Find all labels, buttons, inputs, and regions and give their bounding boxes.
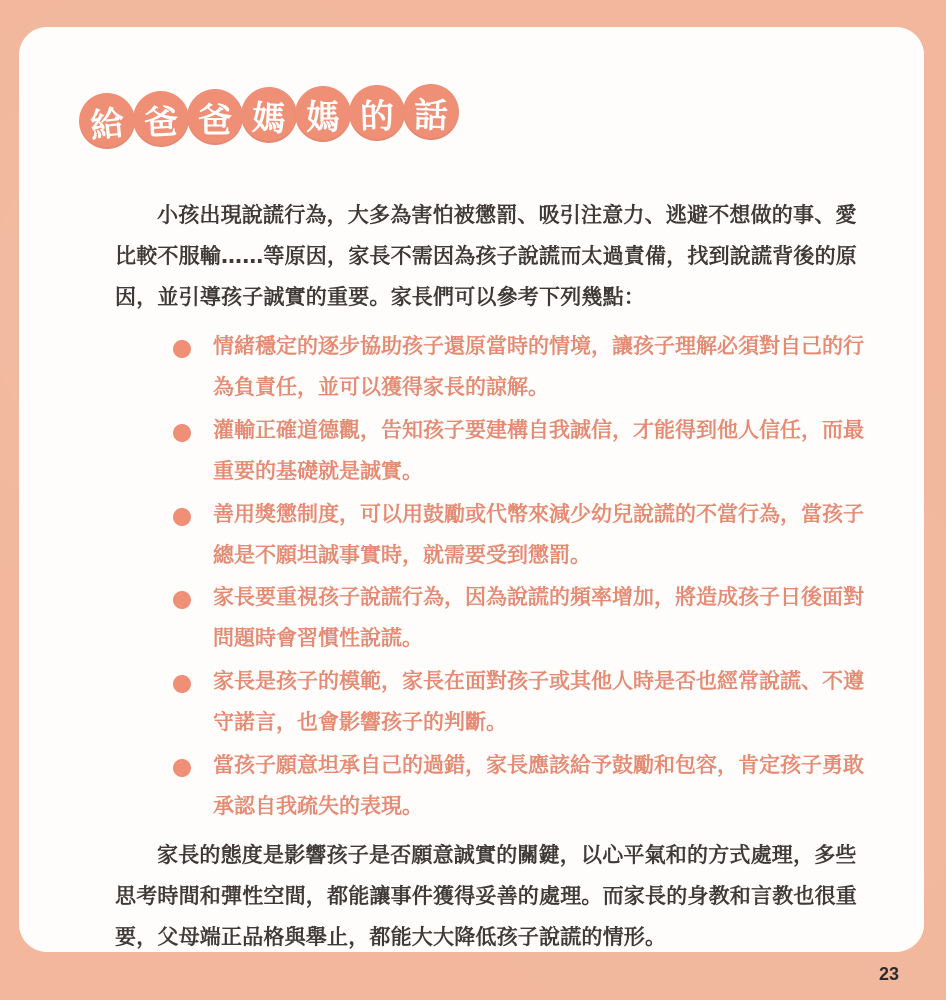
tip-item	[115, 661, 875, 743]
tip-text: 情緒穩定的逐步協助孩子還原當時的情境，讓孩子理解必須對自己的行為負責任，並可以獲得家長的諒解。	[213, 333, 864, 399]
title-char: 媽	[295, 86, 351, 142]
title-char: 爸	[132, 90, 191, 149]
title-char: 爸	[187, 89, 243, 145]
title-char: 話	[402, 83, 460, 141]
tip-text: 灌輸正確道德觀，告知孩子要建構自我誠信，才能得到他人信任，而最重要的基礎就是誠實。	[213, 417, 864, 483]
tip-item	[115, 577, 875, 659]
title-char: 的	[348, 84, 406, 142]
tip-item	[115, 745, 875, 827]
article-content	[115, 195, 875, 958]
title-char: 媽	[240, 86, 299, 145]
tip-text: 家長要重視孩子說謊行為，因為說謊的頻率增加，將造成孩子日後面對問題時會習慣性說謊。	[213, 585, 864, 651]
bullet-icon	[173, 759, 191, 777]
tip-text: 當孩子願意坦承自己的過錯，家長應該給予鼓勵和包容，肯定孩子勇敢承認自我疏失的表現。	[213, 753, 864, 819]
tip-item	[115, 326, 875, 408]
tips-list	[115, 326, 875, 827]
title-char: 給	[76, 90, 138, 152]
page-number: 23	[878, 964, 899, 984]
content-card	[19, 27, 924, 952]
tip-text: 善用獎懲制度，可以用鼓勵或代幣來減少幼兒說謊的不當行為，當孩子總是不願坦誠事實時，就需要受到懲罰。	[213, 501, 864, 567]
closing-paragraph: 家長的態度是影響孩子是否願意誠實的關鍵，以心平氣和的方式處理，多些思考時間和彈性空間，都能讓事件獲得妥善的處理。而家長的身教和言教也很重要，父母端正品格與舉止，都能大大降低孩子說謊的情形。	[115, 843, 857, 949]
bullet-icon	[173, 675, 191, 693]
bullet-icon	[173, 340, 191, 358]
tip-item	[115, 410, 875, 492]
title-characters	[79, 93, 457, 149]
tip-text: 家長是孩子的模範，家長在面對孩子或其他人時是否也經常說謊、不遵守諾言，也會影響孩子的判斷。	[213, 669, 864, 735]
bullet-icon	[173, 591, 191, 609]
bullet-icon	[173, 424, 191, 442]
tip-item	[115, 494, 875, 576]
intro-paragraph: 小孩出現說謊行為，大多為害怕被懲罰、吸引注意力、逃避不想做的事、愛比較不服輸……等原因，家長不需因為孩子說謊而太過責備，找到說謊背後的原因，並引導孩子誠實的重要。家長們可以參考下列幾點：	[115, 203, 857, 309]
bullet-icon	[173, 508, 191, 526]
title-banner	[79, 85, 457, 157]
